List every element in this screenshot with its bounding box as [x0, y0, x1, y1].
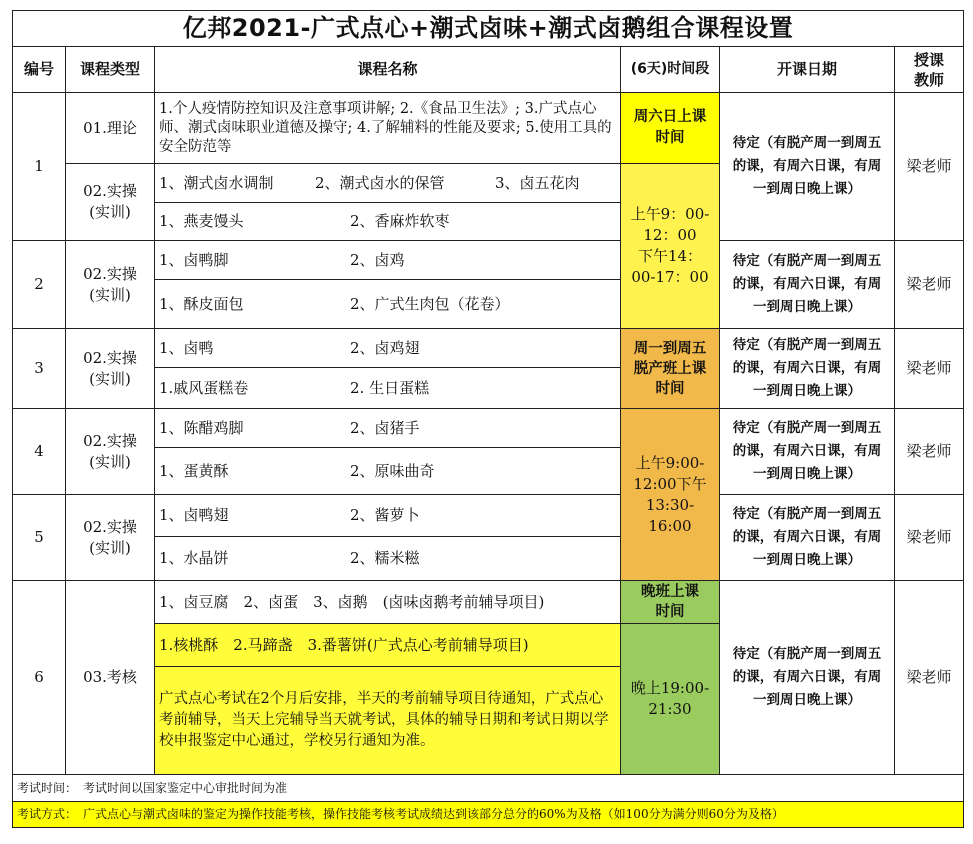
item: 2、原味曲奇: [350, 461, 435, 480]
course-line: [154, 494, 621, 537]
exam-note: 广式点心考试在2个月后安排，半天的考前辅导项目待通知，广式点心考前辅导，当天上完辅导当天就考试，具体的辅导日期和考试日期以学校申报鉴定中心通过，学校另行通知为准。: [154, 666, 621, 775]
course-line-highlight: 1.核桃酥 2.马蹄盏 3.番薯饼(广式点心考前辅导项目): [154, 623, 621, 667]
item: 2、糯米糍: [350, 549, 420, 567]
item: 2、卤鸡: [350, 250, 405, 269]
weekend-period-time: 上午9：00- 12：00 下午14： 00-17：00: [620, 163, 720, 329]
course-line: [154, 279, 621, 329]
course-theory-content: 1.个人疫情防控知识及注意事项讲解; 2.《食品卫生法》; 3.广式点心师、潮式卤味职业道德及操守; 4.了解辅料的性能及要求; 5.使用工具的安全防范等: [154, 92, 621, 164]
row-no: 3: [12, 328, 66, 409]
item: 2、潮式卤水的保管: [315, 173, 445, 192]
course-line: [154, 163, 621, 203]
weekend-period-label: 周六日上课 时间: [620, 92, 720, 164]
item: 1、蛋黄酥: [159, 461, 229, 480]
header-no: 编号: [12, 46, 66, 93]
evening-period-time: 晚上19:00- 21:30: [620, 623, 720, 775]
header-period: (6天)时间段: [620, 46, 720, 93]
course-line: [154, 536, 621, 581]
course-type: 01.理论: [65, 92, 155, 164]
start-date: 待定（有脱产周一到周五 的课，有周六日课，有周 一到周日晚上课）: [719, 494, 895, 581]
start-date: 待定（有脱产周一到周五 的课，有周六日课，有周 一到周日晚上课）: [719, 328, 895, 409]
item: 1、燕麦馒头: [159, 212, 244, 230]
exam-method-note: 考试方式： 广式点心与潮式卤味的鉴定为操作技能考核，操作技能考核考试成绩达到该部分总分的60%为及格（如100分为满分则60分为及格）: [12, 801, 964, 828]
start-date: 待定（有脱产周一到周五 的课，有周六日课，有周 一到周日晚上课）: [719, 580, 895, 775]
course-type: 02.实操 (实训): [65, 328, 155, 409]
row-no: 4: [12, 408, 66, 495]
item: 2、香麻炸软枣: [350, 212, 450, 230]
row-no: 1: [12, 92, 66, 241]
row-no: 5: [12, 494, 66, 581]
row-no: 2: [12, 240, 66, 329]
course-line: [154, 447, 621, 495]
teacher-name: 梁老师: [894, 92, 964, 241]
course-line: [154, 367, 621, 409]
item: 1、潮式卤水调制: [159, 173, 274, 192]
teacher-name: 梁老师: [894, 494, 964, 581]
exam-time-note: 考试时间： 考试时间以国家鉴定中心审批时间为准: [12, 774, 964, 802]
weekday-period-time: 上午9:00- 12:00下午 13:30- 16:00: [620, 408, 720, 581]
item: 1、卤鸭: [159, 338, 214, 357]
row-no: 6: [12, 580, 66, 775]
item: 3、卤五花肉: [495, 173, 580, 192]
course-line: [154, 240, 621, 280]
item: 1、卤鸭翅: [159, 506, 229, 524]
weekday-period-label: 周一到周五 脱产班上课 时间: [620, 328, 720, 409]
course-line: [154, 328, 621, 368]
item: 2、卤鸡翅: [350, 338, 420, 357]
course-type: 03.考核: [65, 580, 155, 775]
course-type: 02.实操 (实训): [65, 163, 155, 241]
item: 2. 生日蛋糕: [350, 378, 430, 397]
header-date: 开课日期: [719, 46, 895, 93]
header-teacher: 授课 教师: [894, 46, 964, 93]
start-date: 待定（有脱产周一到周五 的课，有周六日课，有周 一到周日晚上课）: [719, 92, 895, 241]
course-line: [154, 408, 621, 448]
teacher-name: 梁老师: [894, 328, 964, 409]
item: 2、卤猪手: [350, 418, 420, 437]
start-date: 待定（有脱产周一到周五 的课，有周六日课，有周 一到周日晚上课）: [719, 240, 895, 329]
item: 2、广式生肉包（花卷）: [350, 294, 510, 313]
page-title: 亿邦2021-广式点心+潮式卤味+潮式卤鹅组合课程设置: [12, 10, 964, 47]
item: 1、卤鸭脚: [159, 250, 229, 269]
evening-period-label: 晚班上课 时间: [620, 580, 720, 624]
header-type: 课程类型: [65, 46, 155, 93]
course-type: 02.实操 (实训): [65, 408, 155, 495]
item: 1、陈醋鸡脚: [159, 418, 244, 437]
item: 1、水晶饼: [159, 549, 229, 567]
teacher-name: 梁老师: [894, 580, 964, 775]
course-type: 02.实操 (实训): [65, 240, 155, 329]
course-line: [154, 202, 621, 241]
start-date: 待定（有脱产周一到周五 的课，有周六日课，有周 一到周日晚上课）: [719, 408, 895, 495]
course-type: 02.实操 (实训): [65, 494, 155, 581]
teacher-name: 梁老师: [894, 408, 964, 495]
course-line: 1、卤豆腐 2、卤蛋 3、卤鹅 (卤味卤鹅考前辅导项目): [154, 580, 621, 624]
header-name: 课程名称: [154, 46, 621, 93]
item: 2、酱萝卜: [350, 506, 420, 524]
teacher-name: 梁老师: [894, 240, 964, 329]
item: 1.戚风蛋糕卷: [159, 378, 249, 397]
item: 1、酥皮面包: [159, 294, 244, 313]
